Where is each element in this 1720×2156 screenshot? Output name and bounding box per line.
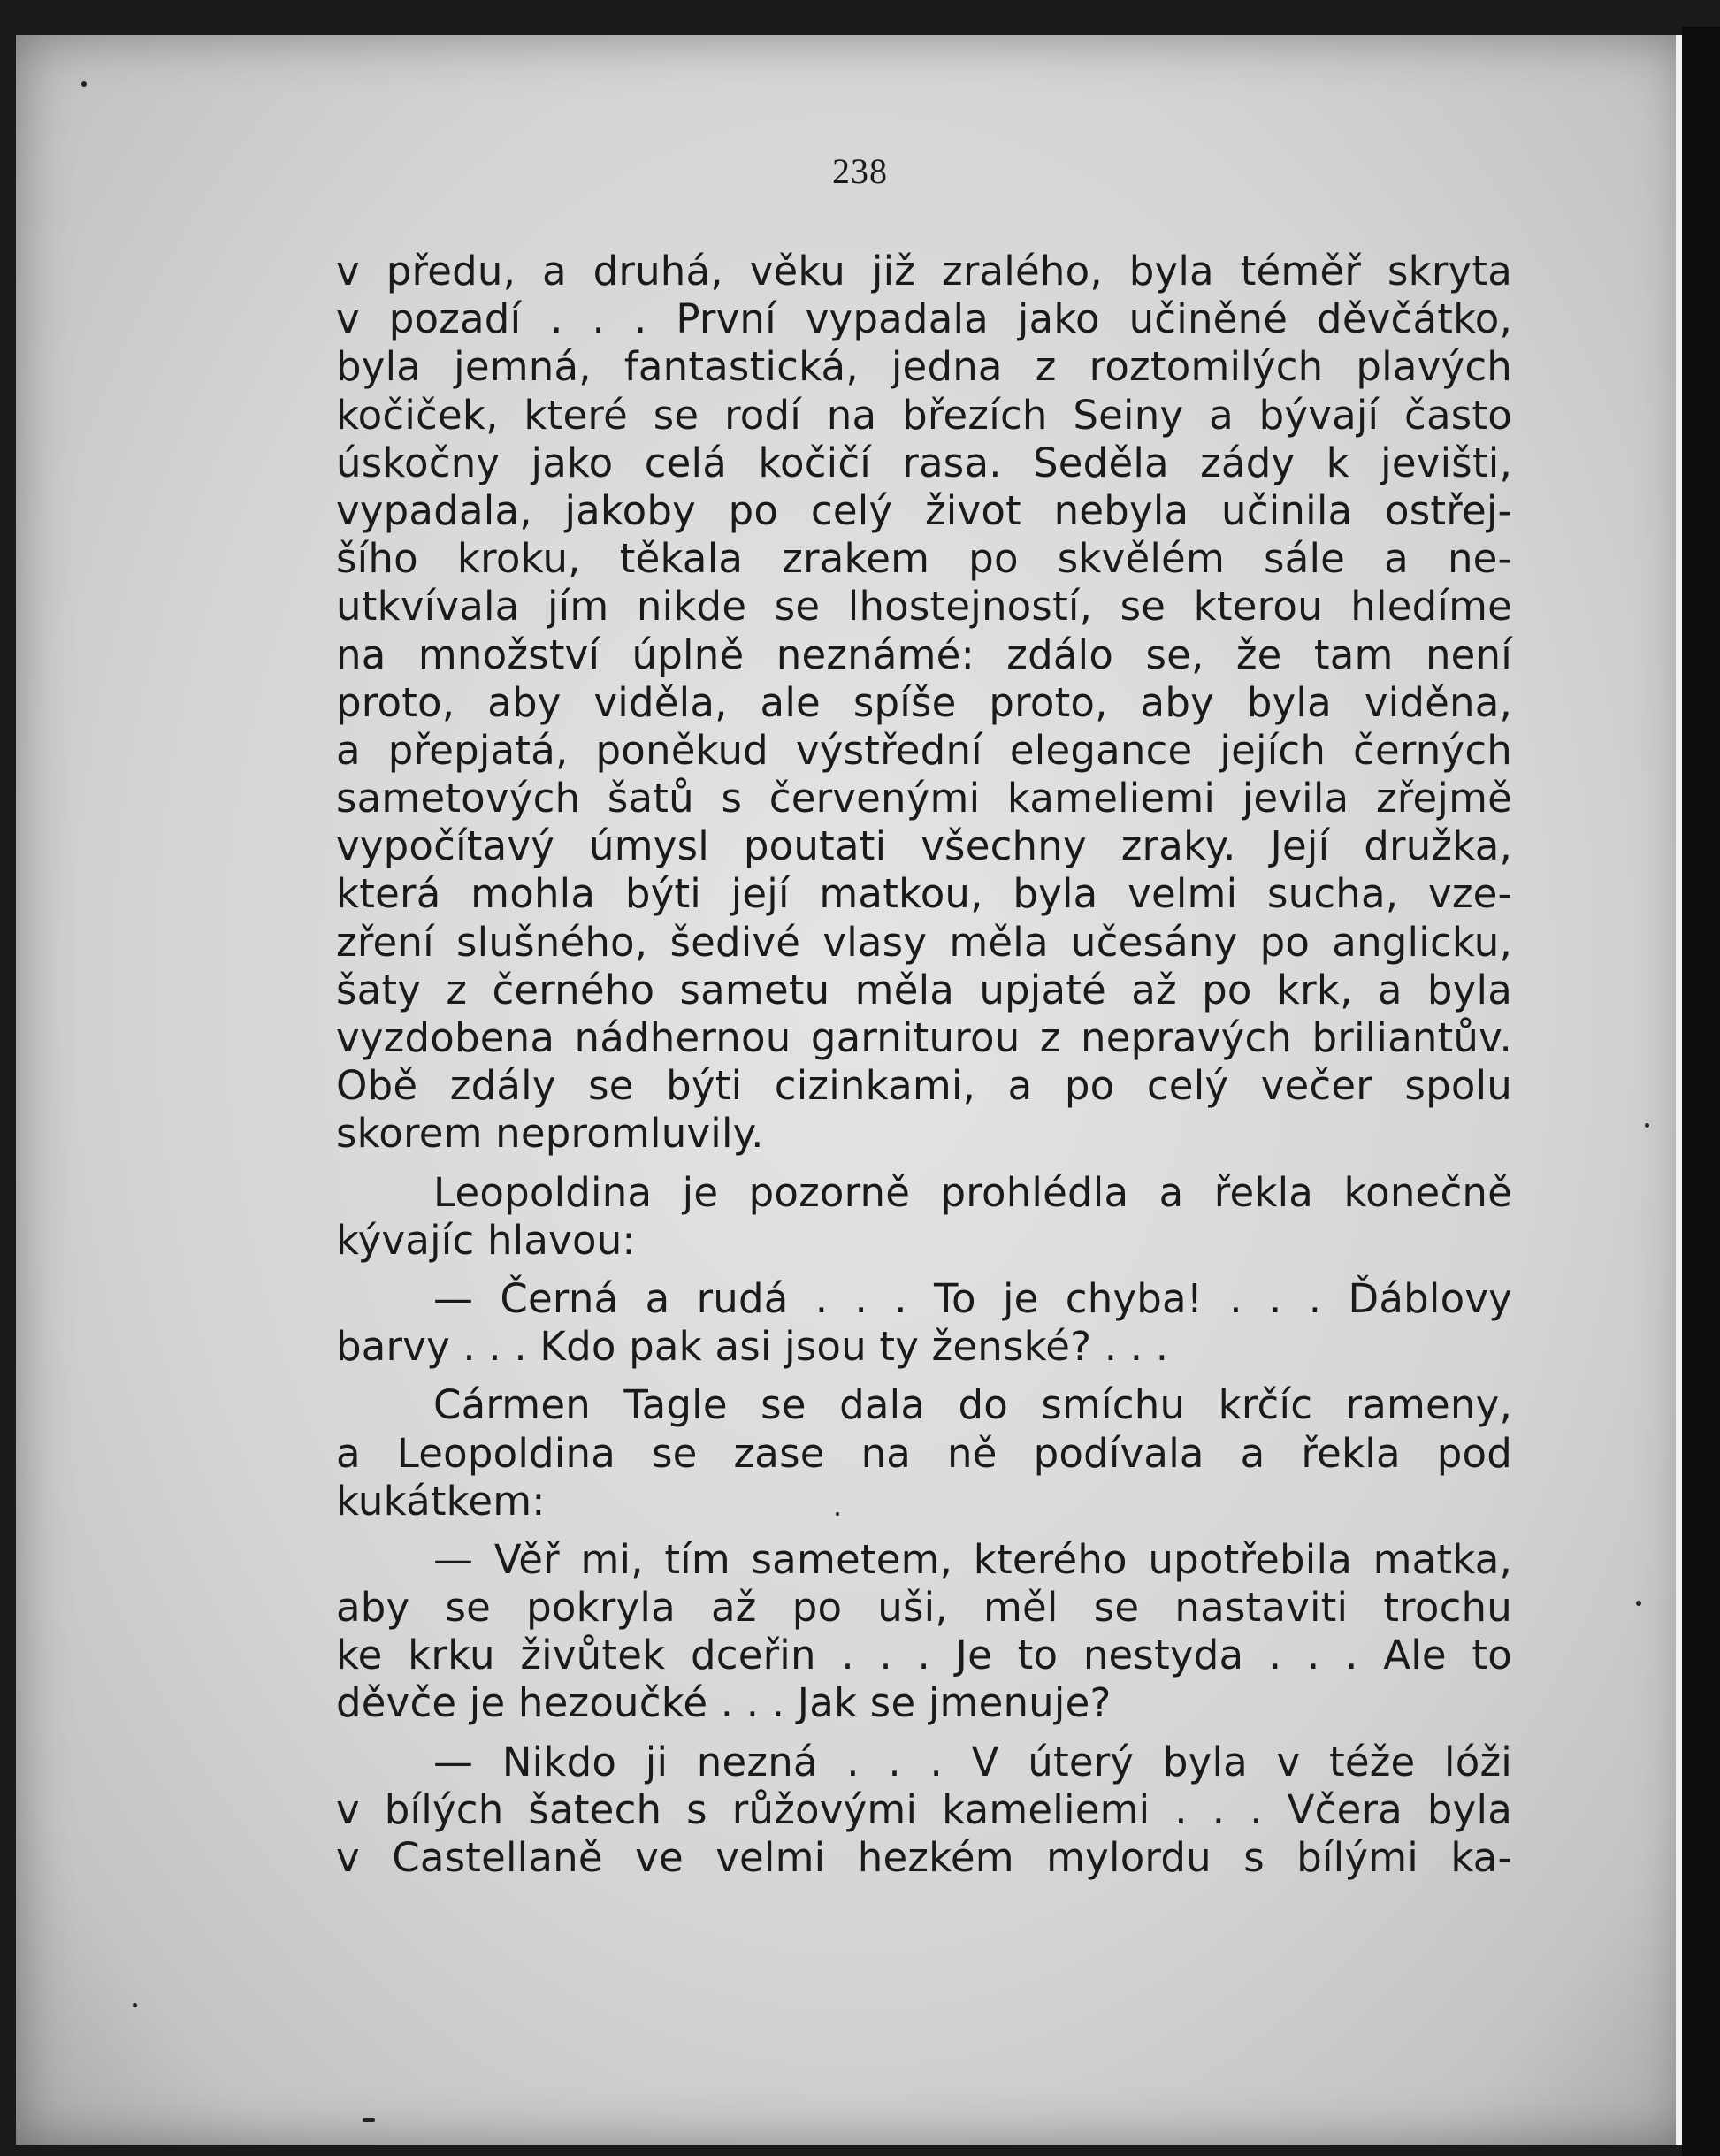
text-line: — Věř mi, tím sametem, kterého upotřebila matka, <box>433 1535 1512 1583</box>
page-edge <box>1676 35 1682 2145</box>
text-line: šího kroku, těkala zrakem po skvělém sále a ne- <box>336 535 1512 583</box>
text-line: která mohla býti její matkou, byla velmi sucha, vze- <box>336 870 1512 918</box>
text-line: v bílých šatech s růžovými kameliemi . . . Včera byla <box>336 1785 1512 1833</box>
text-line: vyzdobena nádhernou garniturou z nepravých briliantův. <box>336 1014 1512 1061</box>
text-line: kývajíc hlavou: <box>336 1216 636 1264</box>
text-line: děvče je hezoučké . . . Jak se jmenuje? <box>336 1679 1112 1727</box>
paragraph <box>336 1381 1512 1525</box>
dust-speck <box>1636 1601 1641 1606</box>
text-line: vypočítavý úmysl poutati všechny zraky. Její družka, <box>336 822 1512 870</box>
text-line: aby se pokryla až po uši, měl se nastaviti trochu <box>336 1584 1512 1632</box>
page-number: 238 <box>832 151 888 191</box>
text-line: barvy . . . Kdo pak asi jsou ty ženské? . . . <box>336 1323 1169 1371</box>
text-line: zření slušného, šedivé vlasy měla učesány po anglicku, <box>336 918 1512 966</box>
text-line: ke krku živůtek dceřin . . . Je to nestyda . . . Ale to <box>336 1632 1512 1679</box>
text-line: na množství úplně neznámé: zdálo se, že tam není <box>336 631 1512 678</box>
text-line: byla jemná, fantastická, jedna z roztomilých plavých <box>336 343 1512 391</box>
dust-speck <box>1645 1123 1649 1128</box>
text-line: Obě zdály se býti cizinkami, a po celý večer spolu <box>336 1062 1512 1110</box>
text-line: v předu, a druhá, věku již zralého, byla téměř skryta <box>336 248 1512 294</box>
text-line: sametových šatů s červenými kameliemi jevila zřejmě <box>336 775 1512 822</box>
paragraph <box>336 1536 1512 1728</box>
text-line: šaty z černého sametu měla upjaté až po krk, a byla <box>336 966 1512 1013</box>
text-line: a přepjatá, poněkud výstřední elegance jejích černých <box>336 726 1512 774</box>
text-line: — Nikdo ji nezná . . . V úterý byla v téže lóži <box>433 1738 1512 1785</box>
text-line: vypadala, jakoby po celý život nebyla učinila ostřej- <box>336 486 1512 534</box>
dust-speck <box>133 2003 137 2007</box>
text-line: utkvívala jím nikde se lhostejností, se kterou hledíme <box>336 583 1512 631</box>
text-line: skorem nepromluvily. <box>336 1110 764 1158</box>
paragraph <box>336 1275 1512 1371</box>
text-line: — Černá a rudá . . . To je chyba! . . . Ďáblovy <box>433 1274 1512 1322</box>
paragraph <box>336 1169 1512 1265</box>
text-line: v pozadí . . . První vypadala jako učiněné děvčátko, <box>336 295 1512 343</box>
text-line: a Leopoldina se zase na ně podívala a řekla pod <box>336 1429 1512 1477</box>
scan-border <box>1682 27 1720 2156</box>
body-text <box>336 248 1512 1882</box>
dust-speck <box>363 2118 375 2122</box>
dust-speck <box>81 81 87 87</box>
paragraph <box>336 248 1512 1158</box>
text-line: kukátkem: <box>336 1477 546 1525</box>
text-line: kočiček, které se rodí na březích Seiny a bývají často <box>336 391 1512 439</box>
text-line: Leopoldina je pozorně prohlédla a řekla konečně <box>433 1168 1512 1216</box>
text-line: v Castellaně ve velmi hezkém mylordu s bílými ka- <box>336 1834 1512 1881</box>
text-line: úskočny jako celá kočičí rasa. Seděla zády k jevišti, <box>336 439 1512 486</box>
text-line: proto, aby viděla, ale spíše proto, aby byla viděna, <box>336 678 1512 726</box>
paragraph <box>336 1739 1512 1883</box>
text-line: Cármen Tagle se dala do smíchu krčíc rameny, <box>433 1381 1512 1429</box>
